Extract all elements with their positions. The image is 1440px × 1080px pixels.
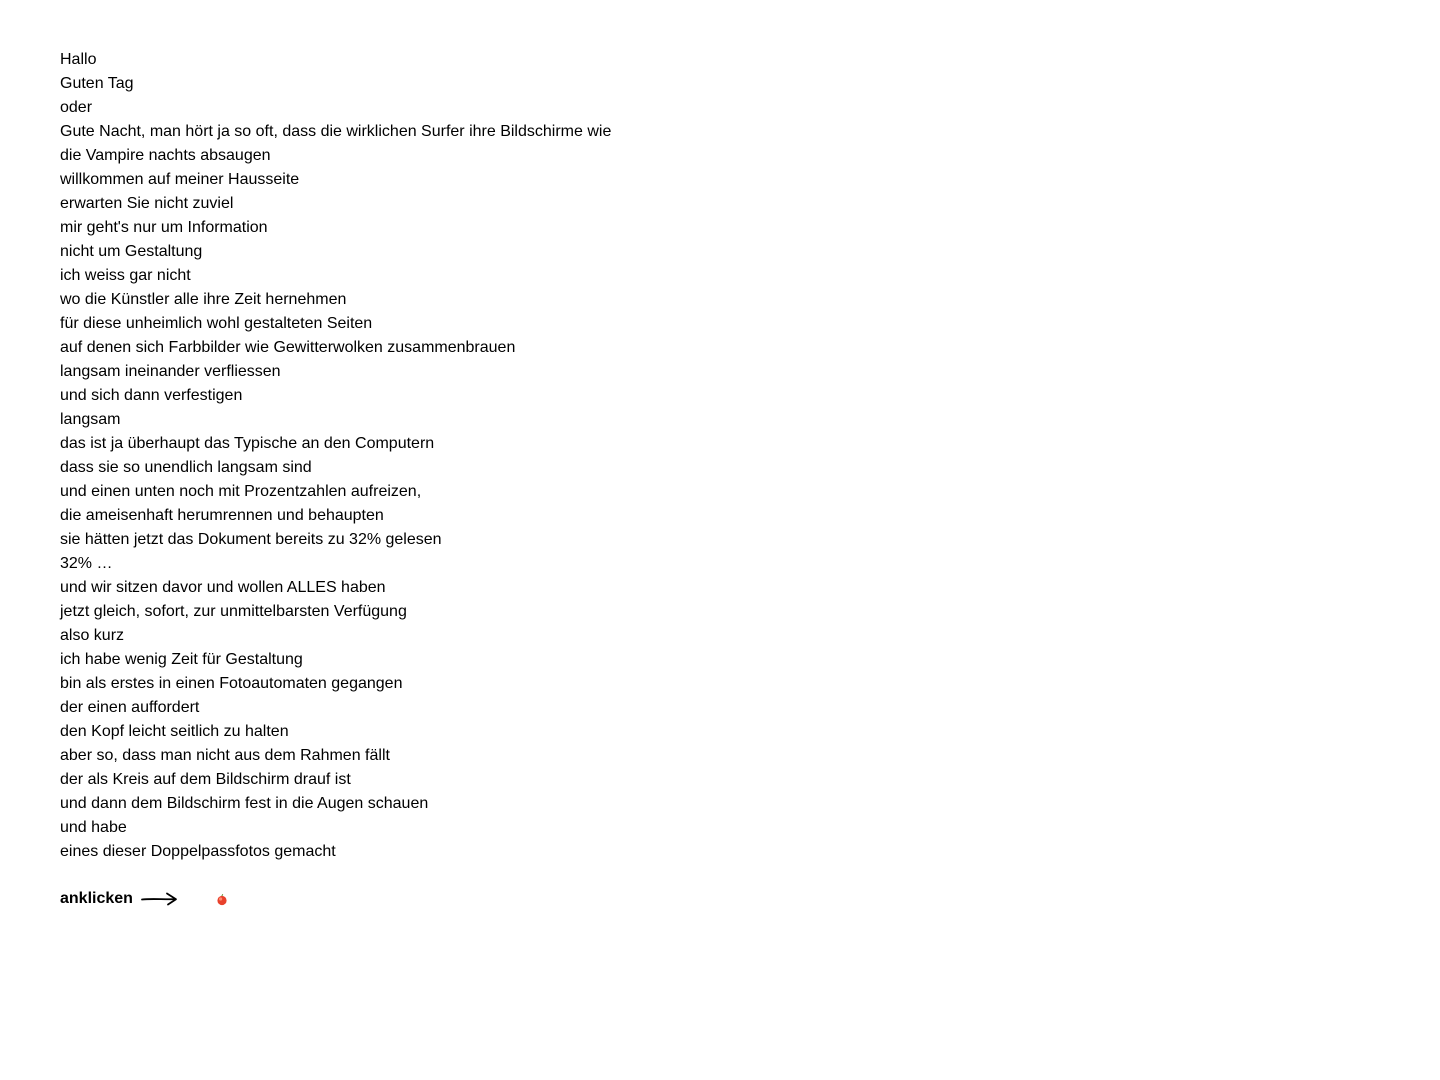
poem-line: Gute Nacht, man hört ja so oft, dass die wirklichen Surfer ihre Bildschirme wie: [60, 123, 612, 140]
right-arrow-icon: [141, 890, 179, 908]
poem-line: die ameisenhaft herumrennen und behaupten: [60, 507, 384, 524]
poem-line: und wir sitzen davor und wollen ALLES haben: [60, 579, 386, 596]
poem-line: und einen unten noch mit Prozentzahlen aufreizen,: [60, 483, 422, 500]
poem-line: wo die Künstler alle ihre Zeit hernehmen: [60, 291, 347, 308]
poem-line: sie hätten jetzt das Dokument bereits zu 32% gelesen: [60, 531, 442, 548]
poem-line: langsam: [60, 411, 121, 428]
poem-line: erwarten Sie nicht zuviel: [60, 195, 234, 212]
poem-line: für diese unheimlich wohl gestalteten Seiten: [60, 315, 373, 332]
poem-line: auf denen sich Farbbilder wie Gewitterwolken zusammenbrauen: [60, 339, 516, 356]
poem-text: [60, 48, 1060, 864]
poem-line: und sich dann verfestigen: [60, 387, 243, 404]
poem-line: das ist ja überhaupt das Typische an den Computern: [60, 435, 435, 452]
poem-line: 32% …: [60, 555, 113, 572]
poem-line: der als Kreis auf dem Bildschirm drauf ist: [60, 771, 351, 788]
poem-lines: [60, 48, 1060, 864]
red-dot-icon[interactable]: [216, 893, 228, 905]
poem-line: ich habe wenig Zeit für Gestaltung: [60, 651, 303, 668]
poem-line: Guten Tag: [60, 75, 134, 92]
poem-line: oder: [60, 99, 93, 116]
poem-line: und habe: [60, 819, 127, 836]
poem-line: die Vampire nachts absaugen: [60, 147, 271, 164]
poem-line: nicht um Gestaltung: [60, 243, 203, 260]
poem-line: und dann dem Bildschirm fest in die Augen schauen: [60, 795, 429, 812]
poem-line: bin als erstes in einen Fotoautomaten gegangen: [60, 675, 403, 692]
poem-line: ich weiss gar nicht: [60, 267, 191, 284]
poem-line: also kurz: [60, 627, 125, 644]
anklicken-link[interactable]: anklicken: [60, 890, 133, 907]
poem-line: eines dieser Doppelpassfotos gemacht: [60, 843, 336, 860]
poem-line: aber so, dass man nicht aus dem Rahmen fällt: [60, 747, 390, 764]
poem-line: jetzt gleich, sofort, zur unmittelbarsten Verfügung: [60, 603, 407, 620]
poem-line: Hallo: [60, 51, 97, 68]
poem-line: willkommen auf meiner Hausseite: [60, 171, 300, 188]
poem-line: den Kopf leicht seitlich zu halten: [60, 723, 289, 740]
poem-line: mir geht's nur um Information: [60, 219, 268, 236]
poem-line: langsam ineinander verfliessen: [60, 363, 281, 380]
poem-line: dass sie so unendlich langsam sind: [60, 459, 312, 476]
action-row: [60, 887, 228, 911]
poem-line: der einen auffordert: [60, 699, 200, 716]
